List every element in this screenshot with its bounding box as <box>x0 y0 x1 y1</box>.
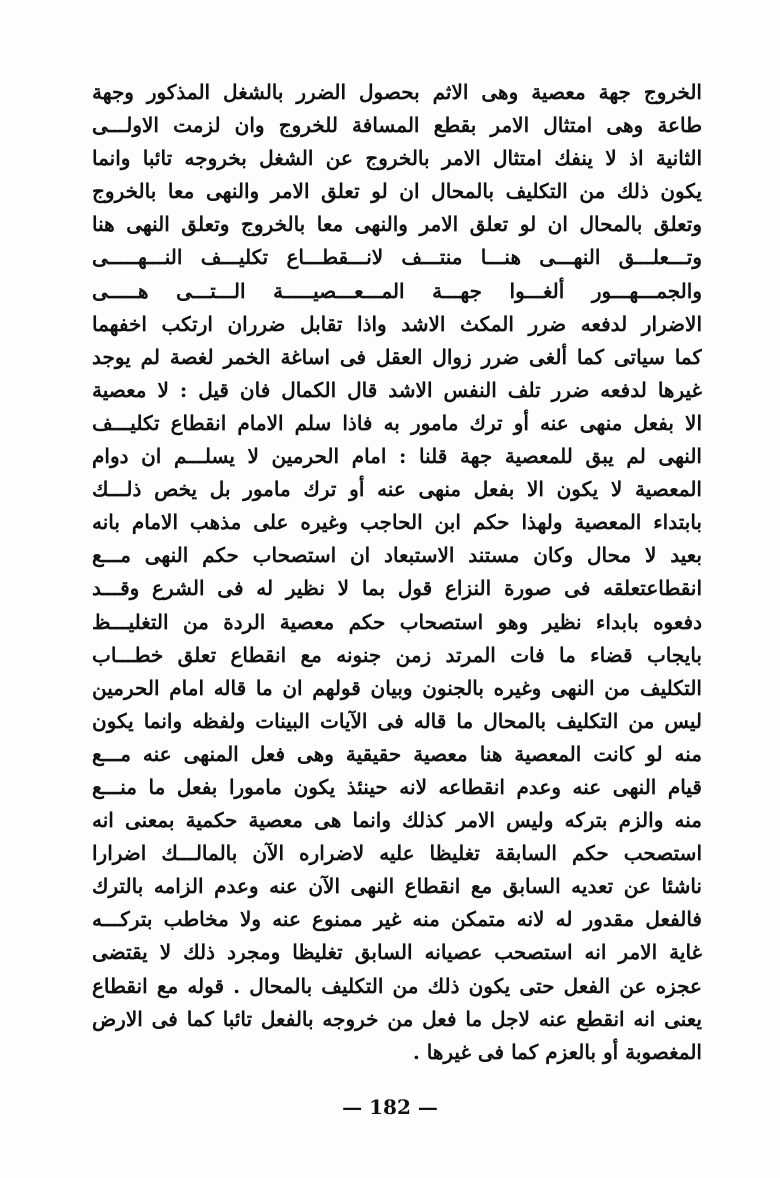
text-line: الا بفعل منهى عنه أو ترك مامور به فاذا سلم الامام انقطاع تكليـــف <box>92 410 702 435</box>
text-line: الخروج جهة معصية وهى الاثم بحصول الضرر بالشغل المذكور وجهة <box>92 80 702 104</box>
text-line-last: المغصوبة أو بالعزم كما فى غيرها . <box>412 1039 702 1064</box>
text-line: يعنى انه انقطع عنه لاجل ما فعل من خروجه بالفعل تائبا كما فى الارض <box>92 1006 702 1031</box>
text-line: غيرها لدفعه ضرر تلف النفس الاشد قال الكمال فان قيل : لا معصية <box>92 377 702 402</box>
text-line: طاعة وهى امتثال الامر بقطع المسافة للخروج وان لزمت الاولـــى <box>92 113 702 138</box>
text-line: ناشئا عن تعديه السابق مع انقطاع النهى الآن عنه وعدم الزامه بالترك <box>92 874 702 899</box>
text-line: بعيد لا محال وكان مستند الاستبعاد ان استصحاب حكم النهى مـــع <box>92 543 702 568</box>
text-line: عجزه عن الفعل حتى يكون ذلك من التكليف بالمحال . قوله مع انقطاع <box>92 973 702 998</box>
text-line: والجمـــهـــور ألغـــوا جهـــة المـــعـــصيـــــة الـــتـــى هـــــى <box>92 278 702 303</box>
text-line: منه لو كانت المعصية هنا معصية حقيقية وهى فعل المنهى عنه مـــع <box>92 741 702 766</box>
text-line: بابتداء المعصية ولهذا حكم ابن الحاجب وغيره على مذهب الامام بانه <box>92 510 702 535</box>
text-line: قيام النهى عنه وعدم انقطاعه لانه حينئذ يكون مامورا بفعل ما منـــع <box>92 774 702 799</box>
text-line: وتـــعلـــق النهـــى هنـــا منتـــف لانـــقطـــاع تكليـــف النـــهـــــى <box>92 245 702 270</box>
text-line: يكون ذلك من التكليف بالمحال ان لو تعلق الامر والنهى معا بالخروج <box>92 179 702 204</box>
text-line: دفعوه بابداء نظير وهو استصحاب حكم معصية الردة من التغليـــظ <box>92 609 702 634</box>
page-number: — 182 — <box>342 1095 438 1119</box>
body-text <box>92 76 702 1069</box>
text-line: المعصية لا يكون الا بفعل منهى عنه أو ترك مامور بل يخص ذلـــك <box>92 477 702 502</box>
text-line: التكليف من النهى وغيره بالجنون وبيان قولهم ان ما قاله امام الحرمين <box>92 675 702 700</box>
text-line: الثانية اذ لا ينفك امتثال الامر بالخروج عن الشغل بخروجه تائبا وانما <box>92 146 702 171</box>
text-line: استصحب حكم السابقة تغليظا عليه لاضراره الآن بالمالـــك اضرارا <box>92 841 702 866</box>
text-line: غاية الامر انه استصحب عصيانه السابق تغليظا ومجرد ذلك لا يقتضى <box>92 940 702 965</box>
text-line: منه والزم بتركه وليس الامر كذلك وانما هى معصية حكمية بمعنى انه <box>92 808 702 833</box>
text-line: فالفعل مقدور له لانه متمكن منه غير ممنوع عنه ولا مخاطب بتركـــه <box>92 907 702 932</box>
text-line: كما سياتى كما ألغى ضرر زوال العقل فى اساغة الخمر لغصة لم يوجد <box>92 344 702 369</box>
text-line: انقطاعتعلقه فى صورة النزاع قول بما لا نظير له فى الشرع وقـــد <box>92 576 702 601</box>
text-line: وتعلق بالمحال ان لو تعلق الامر والنهى معا بالخروج وتعلق النهى هنا <box>92 212 702 237</box>
text-line: بايجاب قضاء ما فات المرتد زمن جنونه مع انقطاع تعلق خطـــاب <box>92 642 702 667</box>
text-line: النهى لم يبق للمعصية جهة قلنا : امام الحرمين لا يسلـــم ان دوام <box>92 444 702 469</box>
text-line: ليس من التكليف بالمحال ما قاله فى الآيات البينات ولفظه وانما يكون <box>92 708 702 733</box>
text-line: الاضرار لدفعه ضرر المكث الاشد واذا تقابل ضرران ارتكب اخفهما <box>92 311 702 336</box>
